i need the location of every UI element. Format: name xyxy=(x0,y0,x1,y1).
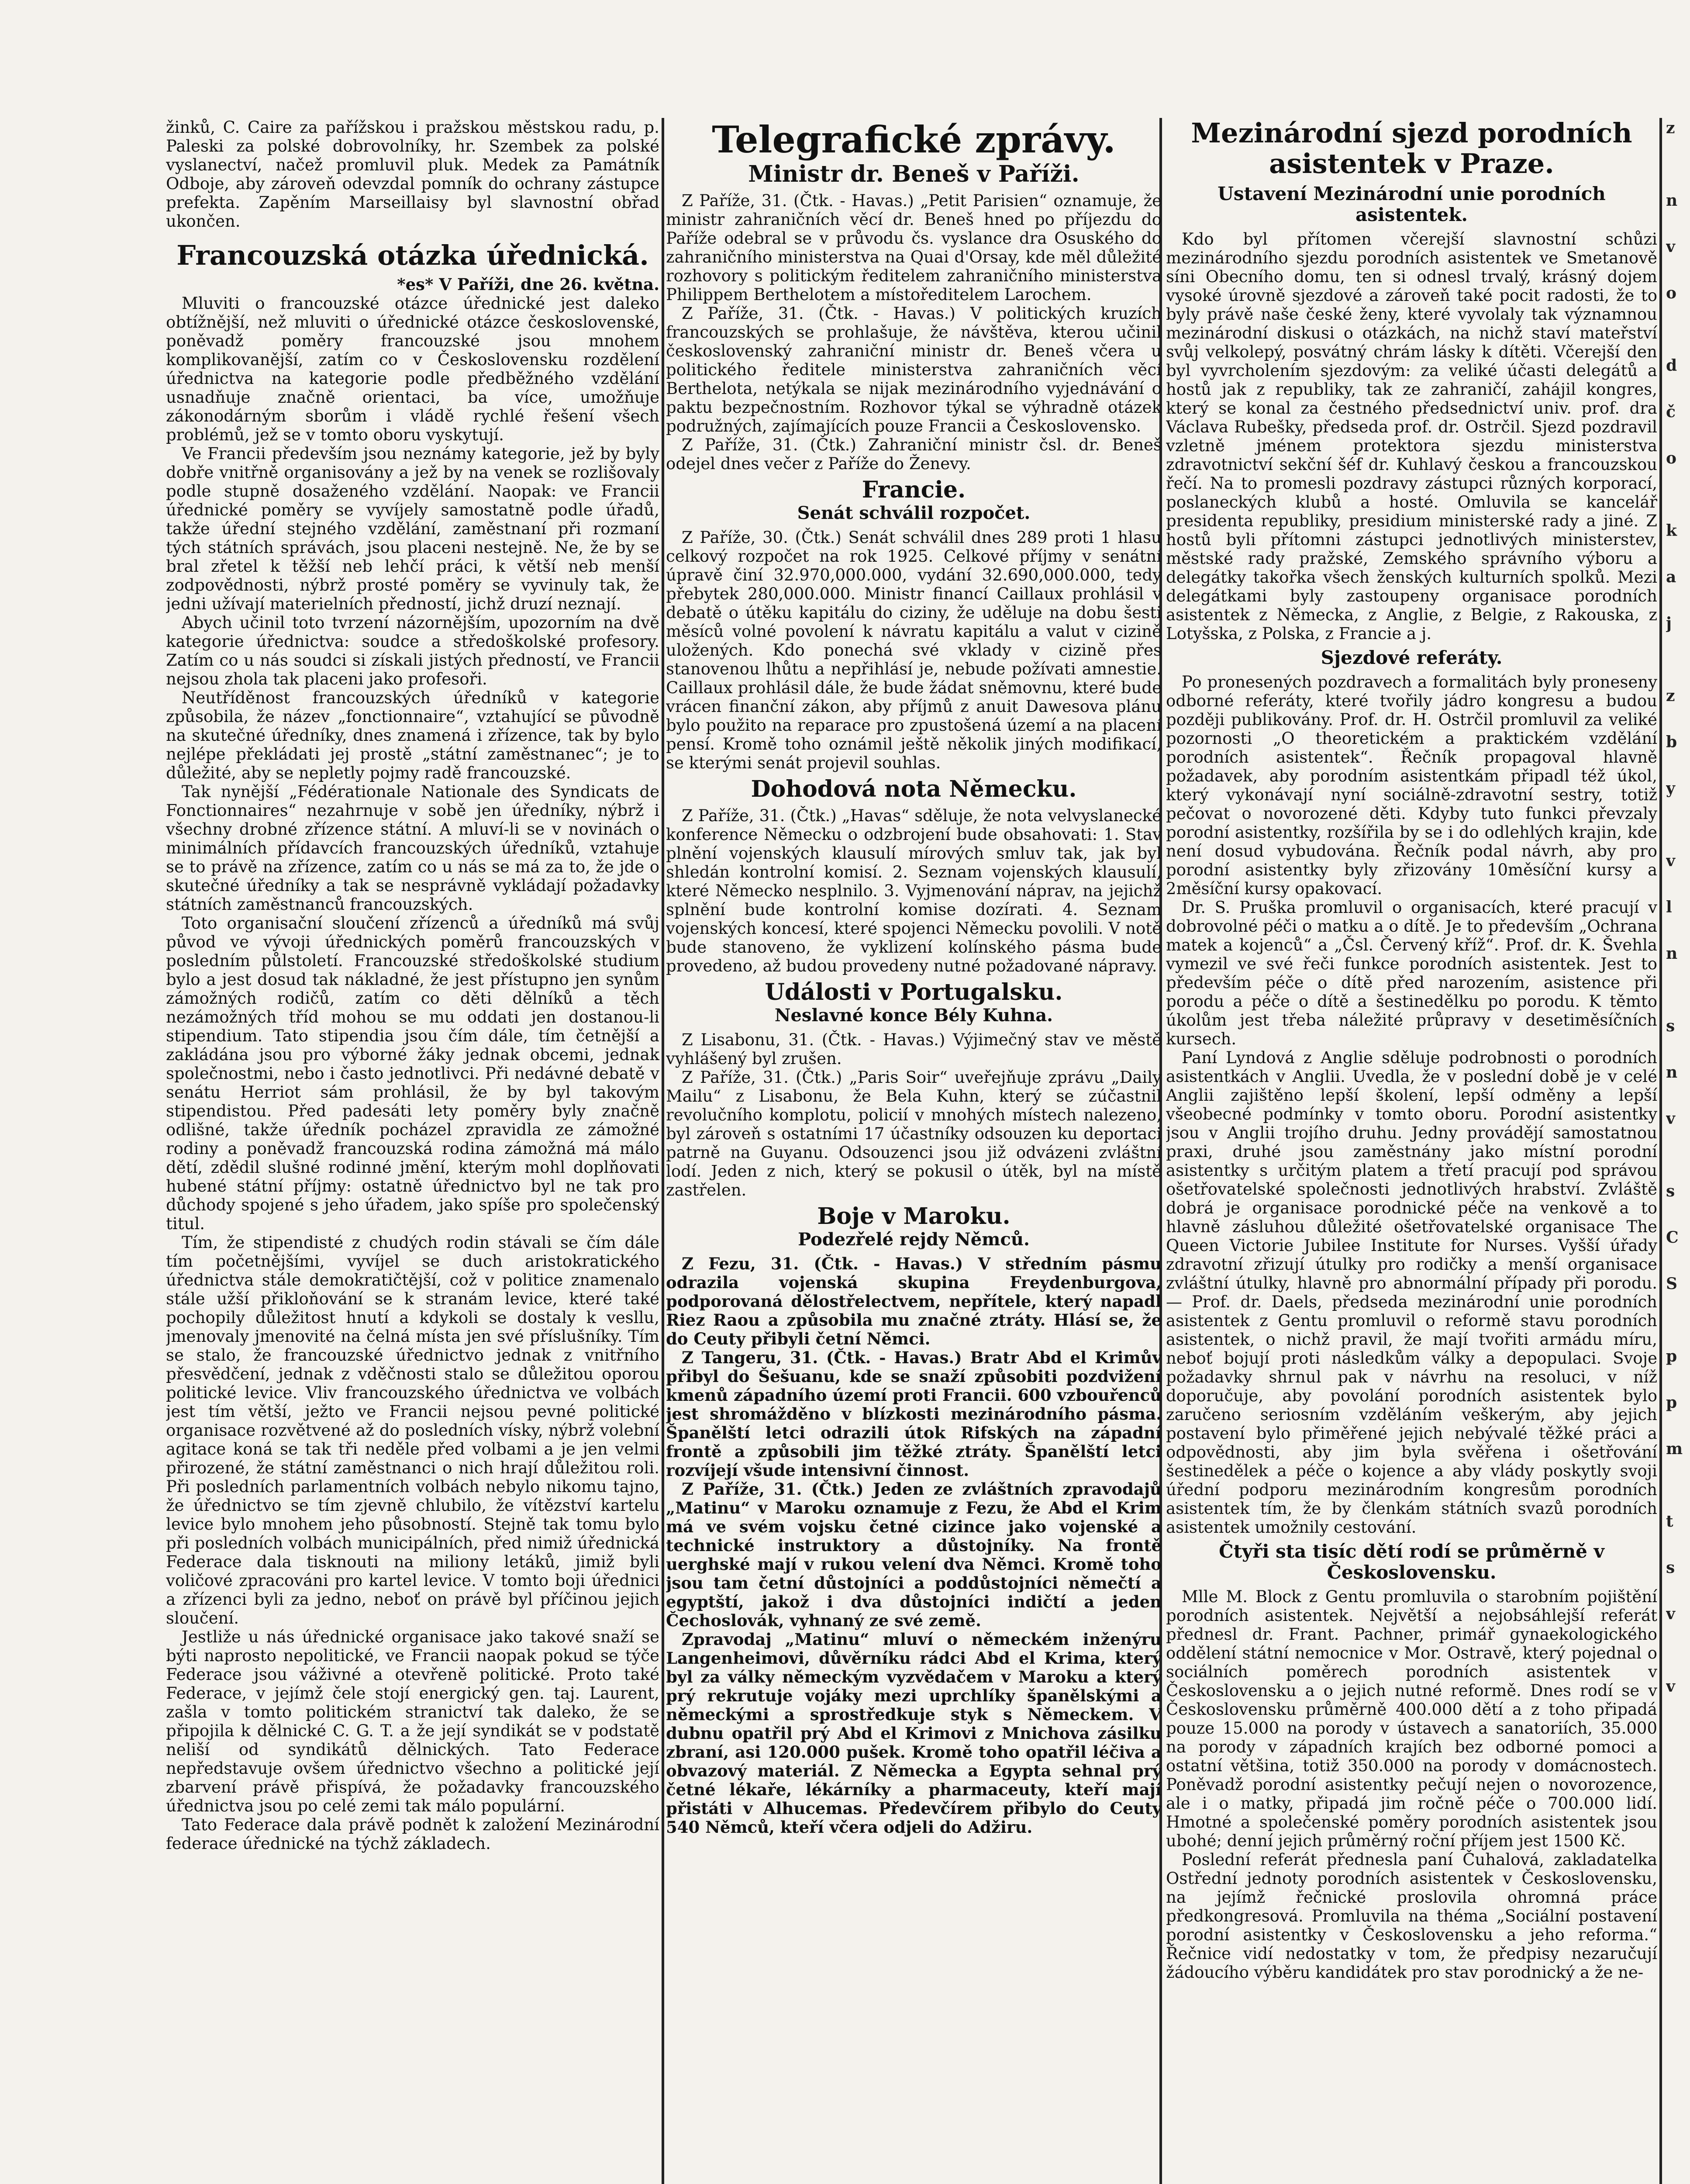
right-column xyxy=(1166,118,1657,2184)
dateline: *es* V Paříži, dne 26. května. xyxy=(397,275,659,294)
edge-fragment: n xyxy=(1666,191,1678,210)
middle-column xyxy=(666,118,1162,2184)
article-continuation: žinků, C. Caire za pařížskou i pražskou městskou radu, p. Paleski za polské dobrovolníky, hr. Szembek za polské vyslanectví, načež promluvil pluk. Medek za Památník Odboje, aby zároveň odevzdal pomník do ochrany zástupce prefekta. Zapěním Marseillaisy byl slavnostní obřad ukončen. xyxy=(166,118,659,231)
article-paragraph: Poslední referát přednesla paní Čuhalová, zakladatelka Ostřední jednoty porodních asistentek v Československu, na jejímž řečnické proslovila ohromná práce předkongresová. Promluvila na théma „Sociální postavení porodní asistentky v Československu a jeho reforma.“ Řečnice vidí nedostatky v tom, že předpisy nezaručují žádoucího výběru kandidátek pro stav porodnický a že ne- xyxy=(1166,1850,1657,1982)
edge-fragment: n xyxy=(1666,944,1678,963)
left-column xyxy=(166,118,659,2184)
edge-fragment: t xyxy=(1666,1512,1673,1531)
edge-fragment: v xyxy=(1666,852,1675,870)
edge-fragment: a xyxy=(1666,568,1676,586)
article-headline: Mezinárodní sjezd porodních asistentek v Praze. xyxy=(1191,118,1632,180)
edge-fragment: z xyxy=(1666,687,1675,705)
edge-fragment: s xyxy=(1666,1017,1675,1035)
edge-fragment: l xyxy=(1666,898,1672,916)
article-paragraph: Ve Francii především jsou neznámy kategorie, jež by byly dobře vnitřně organisovány a jež by na venek se rozlišovaly podle stupně dosaženého vzdělání. Naopak: ve Francii úřednické poměry se vyvíjely samostatně podle úřadů, takže úřední stejného vzdělání, zaměstnaní při rozmaní tých státních správách, jsou placeni nestejně. Ne, že by se bral zřetel k těžší neb lehčí práci, k větší neb menší zodpovědnosti, nýbrž prosté poměry se vyvinuly tak, že jedni užívají materielních předností, jichž druzí neznají. xyxy=(166,444,659,613)
section-title: Telegrafické zprávy. xyxy=(712,118,1116,161)
article-subheading: Sjezdové referáty. xyxy=(1321,647,1503,668)
edge-fragment: v xyxy=(1666,1605,1675,1623)
news-paragraph: Z Paříže, 31. (Čtk. - Havas.) V politických kruzích francouzských se prohlašuje, že návštěva, kterou učinil československý zahraniční ministr dr. Beneš včera u politického ředitele ministerstva zahraničních věcí Berthelota, netýkala se nijak mezinárodního vyjednávání o paktu bezpečnostním. Rozhovor týkal se výhradně otázek podružných, zajímajících pouze Francii a Československo. xyxy=(666,304,1162,435)
edge-fragment: p xyxy=(1666,1393,1677,1412)
news-paragraph: Z Tangeru, 31. (Čtk. - Havas.) Bratr Abd el Krimův přibyl do Šešuanu, kde se snaží způsobiti pozdvižení kmenů západního území proti Francii. 600 vzbouřenců jest shromážděno v blízkosti mezinárodního pásma. Španělští letci odrazili útok Rifských na západní frontě a způsobili jim těžké ztráty. Španělští letci rozvíjejí všude intensivní činnost. xyxy=(666,1348,1162,1480)
news-heading: Dohodová nota Německu. xyxy=(751,776,1077,802)
article-paragraph: Mlle M. Block z Gentu promluvila o starobním pojištění porodních asistentek. Největší a nejobsáhlejší referát přednesl dr. Frant. Pachner, primář gynaekologického oddělení státní nemocnice v Mor. Ostravě, který pojednal o sociálních poměrech porodních asistentek v Československu a o jejich nutné reformě. Dnes rodí se v Československu průměrně 400.000 dětí a z toho připadá pouze 15.000 na porody v ústavech a sanatoriích, 35.000 na porody v západních krajích bez odborné pomoci a ostatní většina, totiž 350.000 na porody v domácnostech. Poněvadž porodní asistentky pečují nejen o novorozence, ale i o matky, připadá jim ročně péče o 700.000 lidí. Hmotné a společenské poměry porodních asistentek jsou ubohé; denní jejich průměrný roční příjem jest 1500 Kč. xyxy=(1166,1587,1657,1850)
article-paragraph: Paní Lyndová z Anglie sděluje podrobnosti o porodních asistentkách v Anglii. Uvedla, že v poslední době je v celé Anglii zajištěno lepší školení, lepší odměny a lepší všeobecné podmínky v tomto oboru. Porodní asistentky jsou v Anglii trojího druhu. Jedny provádějí samostatnou praxi, druhé jsou zaměstnány jako místní porodní asistentky s určitým platem a třetí pracují pod správou ošetřovatelské společnosti jednotlivých hrabství. Zvláště dobrá je organisace porodnické péče na venkově a to hlavně zásluhou důležité ošetřovatelské organisace The Queen Victorie Jubilee Institute for Nurses. Vyšší úřady zdravotní zřizují útulky pro rodičky a menší organisace zvláštní útulky, hlavně pro abnormální případy při porodu. — Prof. dr. Daels, předseda mezinárodní unie porodních asistentek z Gentu promluvil o reformě stavu porodních asistentek, o nichž pravil, že mají tvořiti armádu míru, neboť bojují proti následkům války a depopulaci. Svoje požadavky shrnul pak v návrhu na resoluci, v níž doporučuje, aby povolání porodních asistentek bylo zaručeno seriosním vzděláním veškerým, aby jejich postavení bylo přiměřené jejich nebývalé těžké práci a odpovědnosti, aby jim byla svěřena i ošetřování šestinedělek a péče o kojence a aby vlády poskytly svoji úřední podporu mezinárodním kongresům porodních asistentek tím, že by členkám státních svazů porodních asistentek umožnily cestování. xyxy=(1166,1048,1657,1537)
adjacent-page-edge xyxy=(1666,118,1688,2184)
article-subheading: Čtyři sta tisíc dětí rodí se průměrně v Československu. xyxy=(1219,1541,1604,1583)
article-paragraph: Jestliže u nás úřednické organisace jako takové snaží se býti naprosto nepolitické, ve Francii naopak pokud se týče Federace jsou váživné a otevřeně politické. Proto také Federace, v jejímž čele stojí energický gen. taj. Laurent, zašla v tomto politickém stranictví tak daleko, že se připojila k dělnické C. G. T. a že její syndikát se v podstatě neliší od syndikátů dělnických. Tato Federace nepředstavuje ovšem úřednictvo všechno a politické její zbarvení právě přispívá, že požadavky francouzského úřednictva jsou po celé zemi tak málo populární. xyxy=(166,1628,659,1815)
news-paragraph: Zpravodaj „Matinu“ mluví o německém inženýru Langenheimovi, důvěrníku rádci Abd el Krima, který byl za války německým vyzvědačem v Maroku a který prý rekrutuje vojáky mezi uprchlíky španělskými a německými a sprostředkuje styk s Německem. V dubnu opatřil prý Abd el Krimovi z Mnichova zásilku zbraní, asi 120.000 pušek. Kromě toho opatřil léčiva a obvazový materiál. Z Německa a Egypta sehnal prý četné lékaře, lékárníky a pharmaceuty, kteří mají přistáti v Alhucemas. Předevčírem přibylo do Ceuty 540 Němců, kteří včera odjeli do Adžiru. xyxy=(666,1630,1162,1837)
news-paragraph: Z Fezu, 31. (Čtk. - Havas.) V středním pásmu odrazila vojenská skupina Freydenburgova, podporovaná dělostřelectvem, nepřítele, který napadl Riez Raou a způsobila mu značné ztráty. Hlásí se, že do Ceuty přibyli četní Němci. xyxy=(666,1254,1162,1348)
article-paragraph: Tato Federace dala právě podnět k založení Mezinárodní federace úřednické na týchž základech. xyxy=(166,1815,659,1853)
edge-fragment: S xyxy=(1666,1275,1677,1293)
edge-fragment: o xyxy=(1666,284,1677,302)
news-subheading: Podezřelé rejdy Němců. xyxy=(798,1229,1030,1250)
news-heading: Francie. xyxy=(862,477,966,503)
article-paragraph: Neutříděnost francouzských úředníků v kategorie způsobila, že název „fonctionnaire“, vztahující se původně na skutečné úředníky, dnes znamená i zřízence, tak by bylo nejlépe překládati jej prostě „státní zaměstnanec“; je to důležité, aby se nepletly pojmy radě francouzské. xyxy=(166,688,659,782)
column-rule xyxy=(662,118,664,2184)
edge-fragment: d xyxy=(1666,356,1677,375)
edge-fragment: z xyxy=(1666,119,1675,137)
edge-fragment: s xyxy=(1666,1182,1675,1200)
edge-fragment: y xyxy=(1666,779,1675,798)
article-paragraph: Tím, že stipendisté z chudých rodin stávali se čím dále tím početnějšími, vyvíjel se duch aristokratického úřednictva stále demokratičtější, což v politice znamenalo stále užší přikloňování se k stranám levice, které také pochopily důležitost hnutí a kdykoli se dostaly k vesllu, jmenovaly jmenovité na čelná místa jen své příslušníky. Tím se stalo, že francouzské úřednictvo jednak z vnitřního přesvědčení, jednak z vděčnosti stalo se důležitou oporou politické levice. Vliv francouzského úřednictva ve volbách jest tím větší, ježto ve Francii nejsou pevné politické organisace rozvětvené až do posledních vísky, nýbrž volební agitace koná se tak tři neděle před volbami a je jen velmi přirozené, že státní zaměstnanci o nich hrají důležitou roli. Při posledních parlamentních volbách nebylo nikomu tajno, že úřednictvo se tím zjevně chlubilo, že vítězství kartelu levice bylo mnohem jeho působností. Stejně tak tomu bylo při posledních volbách municipálních, před nimiž úřednická Federace dala tisknouti na miliony letáků, jimiž byli voličové zpracováni pro kartel levice. V tomto boji úřednici a zřízenci byli za jedno, neboť on právě byl příčinou jejich sloučení. xyxy=(166,1233,659,1628)
edge-fragment: č xyxy=(1666,403,1676,421)
edge-fragment: k xyxy=(1666,522,1677,540)
edge-fragment: v xyxy=(1666,238,1675,256)
edge-fragment: v xyxy=(1666,1677,1675,1696)
article-paragraph: Kdo byl přítomen včerejší slavnostní schůzi mezinárodního sjezdu porodních asistentek ve Smetanově síni Obecního domu, ten si odnesl trvalý, krásný dojem vysoké úrovně sjezdové a zároveň také pocit radosti, že to byly právě naše české ženy, které vyvolaly tak významnou mezinárodní diskusi o otázkách, na nichž staví mateřství svůj velkolepý, posvátný chrám lásky k dítěti. Včerejší den byl vyvrcholením sjezdovým: za veliké účasti delegátů a hostů jak z republiky, tak ze zahraničí, zahájil kongres, který se konal za čestného předsednictví univ. prof. dra Václava Rubešky, předseda prof. dr. Ostrčil. Sjezd pozdravil vzletně jménem protektora sjezdu ministerstva zdravotnictví sekční šéf dr. Kuhlavý českou a francouzskou řečí. Na to promesli pozdravy zástupci různých korporací, poslaneckých klubů a hosté. Omluvila se kancelář presidenta republiky, presidium ministerské rady a jiné. Z hostů byli přítomni zástupci jednotlivých ministerstev, městské rady pražské, Zemského správního výboru a delegátky takořka všech ženských kulturních spolků. Mezi delegátkami byly zastoupeny organisace porodních asistentek z Německa, z Anglie, z Belgie, z Rakouska, z Lotyšska, z Polska, z Francie a j. xyxy=(1166,230,1657,643)
edge-fragment: v xyxy=(1666,1109,1675,1128)
news-subheading: Neslavné konce Bély Kuhna. xyxy=(774,1005,1053,1026)
edge-fragment: o xyxy=(1666,449,1677,467)
edge-fragment: p xyxy=(1666,1347,1677,1365)
edge-fragment: C xyxy=(1666,1228,1679,1247)
article-subheadline: Ustavení Mezinárodní unie porodních asistentek. xyxy=(1217,183,1606,225)
article-paragraph: Tak nynější „Fédérationale Nationale des Syndicats de Fonctionnaires“ nezahrnuje v sobě jen úředníky, nýbrž i všechny drobné zřízence státní. A mluví-li se v novinách o minimálních přídavcích francouzských úředníků, vztahuje se to právě na zřízence, zatím co u nás se má za to, že jde o skutečné úředníky a tak se nesprávně vykládají požadavky státních zaměstnanců francouzských. xyxy=(166,782,659,914)
article-paragraph: Mluviti o francouzské otázce úřednické jest daleko obtížnější, než mluviti o úřednické otázce československé, poněvadž poměry francouzské jsou mnohem komplikovanější, zatím co v Československu rozdělení úřednictva na kategorie podle předběžného vzdělání usnadňuje značně orientaci, ba více, umožňuje zákonodárným sborům i vládě rychlé řešení všech problémů, jež se v tomto oboru vyskytují. xyxy=(166,294,659,444)
edge-fragment: m xyxy=(1666,1440,1683,1458)
news-paragraph: Z Paříže, 30. (Čtk.) Senát schválil dnes 289 proti 1 hlasu celkový rozpočet na rok 1925. Celkové příjmy v senátní úpravě činí 32.970,000.000, vydání 32.690,000.000, tedy přebytek 280,000.000. Ministr financí Caillaux prohlásil v debatě o útěku kapitálu do ciziny, že uděluje na dobu šesti měsíců volné povolení k návratu kapitálu a valut v cizině uložených. Kdo ponechá své vklady v cizině přes stanovenou lhůtu a nepřihlásí je, nebude požívati amnestie. Caillaux prohlásil dále, že bude žádat sněmovnu, které bude vrácen finanční zákon, aby příjmů z anuit Dawesova plánu bylo použito na reparace pro zpustošená území a na placení pensí. Kromě toho oznámil ještě několik jiných modifikací, se kterými senát projevil souhlas. xyxy=(666,528,1162,772)
news-paragraph: Z Paříže, 31. (Čtk.) „Paris Soir“ uveřejňuje zprávu „Daily Mailu“ z Lisabonu, že Bela Kuhn, který se zúčastnil revolučního komplotu, policií v mnohých místech nalezeno, byl zároveň s ostatními 17 účastníky odsouzen ku deportaci patrně na Guyanu. Odsouzenci jsou již odvázeni zvláštní lodí. Jeden z nich, který se pokusil o útěk, byl na místě zastřelen. xyxy=(666,1068,1162,1199)
article-headline: Francouzská otázka úřednická. xyxy=(176,239,649,271)
edge-fragment: j xyxy=(1666,614,1672,632)
news-paragraph: Z Paříže, 31. (Čtk. - Havas.) „Petit Parisien“ oznamuje, že ministr zahraničních věcí dr. Beneš hned po příjezdu do Paříže odebral se v průvodu čs. vyslance dra Osuského do zahraničního ministerstva na Quai d'Orsay, kde měl důležité rozhovory s politickým ředitelem zahraničního ministerstva Philippem Berthelotem a místoředitelem Larochem. xyxy=(666,191,1162,304)
news-paragraph: Z Paříže, 31. (Čtk.) Jeden ze zvláštních zpravodajů „Matinu“ v Maroku oznamuje z Fezu, že Abd el Krim má ve svém vojsku četné cizince jako vojenské a technické instruktory a důstojníky. Na frontě uerghské mají v rukou velení dva Němci. Kromě toho jsou tam četní důstojníci a poddůstojníci němečtí a egyptští, jakož i dva důstojníci indičtí a jeden Čechoslovák, vyhnaný ze své země. xyxy=(666,1479,1162,1630)
article-paragraph: Po pronesených pozdravech a formalitách byly proneseny odborné referáty, které tvořily jádro kongresu a budou později publikovány. Prof. dr. H. Ostrčil promluvil za veliké pozornosti „O theoretickém a praktickém vzdělání porodních asistentek“. Řečník propagoval hlavně požadavek, aby porodním asistentkám připadl též úkol, který vykonávají nyní sociálně-zdravotní sestry, totiž pečovat o novorozené děti. Kdyby tuto funkci převzaly porodní asistentky, rozšířila by se i do odlehlých krajin, kde není dosud vybudována. Řečník podal návrh, aby pro porodní asistentky byly zřizovány 10měsíční kursy a 2měsíční kursy opakovací. xyxy=(1166,673,1657,898)
article-paragraph: Dr. S. Pruška promluvil o organisacích, které pracují v dobrovolné péči o matku a o dítě. Je to především „Ochrana matek a kojenců“ a „Čsl. Červený kříž“. Prof. dr. K. Švehla vymezil ve své řeči funkce porodních asistentek. Jest to především péče o dítě před narozením, asistence při porodu a péče o dítě a šestinedělku po porodu. K těmto úkolům jest třeba náležité průpravy v desetiměsíčních kursech. xyxy=(1166,898,1657,1048)
column-rule xyxy=(1659,118,1662,2184)
news-heading: Ministr dr. Beneš v Paříži. xyxy=(748,161,1080,187)
article-paragraph: Toto organisační sloučení zřízenců a úředníků má svůj původ ve vývoji úřednických poměrů francouzských v posledním půlstoletí. Francouzské středoškolské studium bylo a jest dosud tak nákladné, že jest přístupno jen synům zámožných rodičů, zatím co děti dělníků a těch nezámožných tříd mohou se mu oddati jen dostanou-li stipendium. Tato stipendia jsou čím dále, tím četnější a zakládána jsou pro výborné žáky jednak obcemi, jednak společnostmi, nebo i často jednotlivci. Při nedávné debatě v senátu Herriot sám prohlásil, že by byl takovým stipendistou. Před padesáti lety poměry byly značně odlišné, takže úředník pocházel zpravidla ze zámožné rodiny a poněvadž francouzská rodina zámožná má málo dětí, zdědil slušné rodinné jmění, kterým mohl doplňovati hubené státní příjmy: ostatně úřednictvo byl ne tak pro důchody spojené s jeho úřadem, jako spíše pro společenský titul. xyxy=(166,914,659,1233)
edge-fragment: n xyxy=(1666,1063,1678,1082)
news-heading: Události v Portugalsku. xyxy=(765,979,1063,1006)
article-paragraph: Abych učinil toto tvrzení názornějším, upozorním na dvě kategorie úřednictva: soudce a středoškolské profesory. Zatím co u nás soudci si získali jistých předností, ve Francii nejsou zhola tak placeni jako profesoři. xyxy=(166,613,659,688)
news-paragraph: Z Paříže, 31. (Čtk.) Zahraniční ministr čsl. dr. Beneš odejel dnes večer z Paříže do Ženevy. xyxy=(666,435,1162,473)
news-paragraph: Z Paříže, 31. (Čtk.) „Havas“ sděluje, že nota velvyslanecké konference Německu o odzbrojení bude obsahovati: 1. Stav plnění vojenských klausulí mírových smluv tak, jak byl shledán kontrolní komisí. 2. Seznam vojenských klausulí, které Německo nesplnilo. 3. Vyjmenování náprav, na jejichž splnění bude kontrolní komise dozírati. 4. Seznam vojenských koncesí, které spojenci Německu povolili. V notě bude stanoveno, že vyklizení kolínského pásma bude provedeno, až budou provedeny nutné požadované nápravy. xyxy=(666,806,1162,975)
edge-fragment: b xyxy=(1666,733,1677,751)
news-paragraph: Z Lisabonu, 31. (Čtk. - Havas.) Výjimečný stav ve městě vyhlášený byl zrušen. xyxy=(666,1030,1162,1068)
news-subheading: Senát schválil rozpočet. xyxy=(797,503,1031,523)
news-heading: Boje v Maroku. xyxy=(817,1203,1011,1230)
edge-fragment: s xyxy=(1666,1559,1675,1577)
